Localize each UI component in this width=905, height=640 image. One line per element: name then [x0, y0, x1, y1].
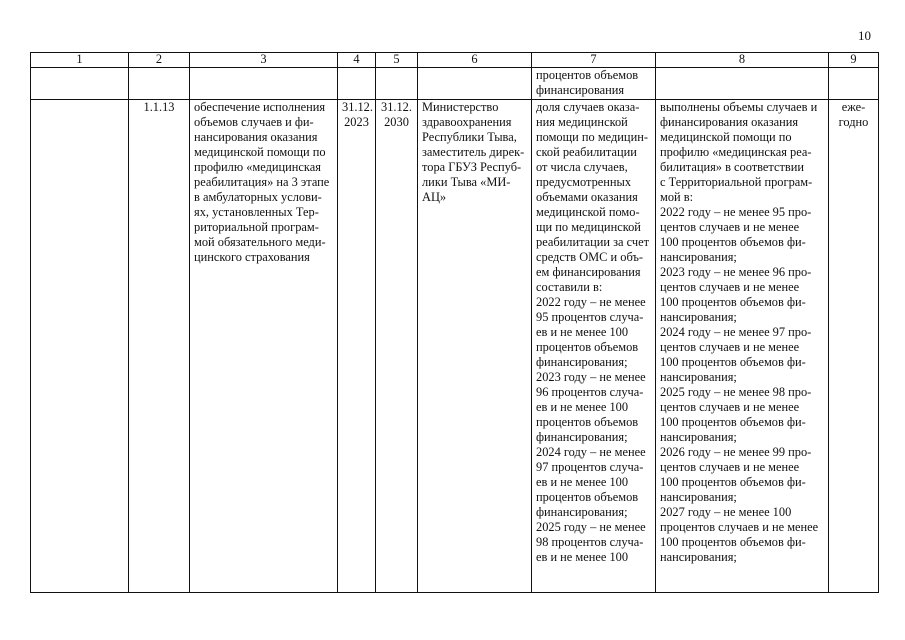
header-cell: 2 — [129, 53, 190, 68]
measure-name-cell: обеспечение исполнения объемов случаев и фи- нансирования оказания медицинской помощи по профилю «медицинская реабилитация» на 3 этапе в амбулаторных услови- ях, установленных Тер- риториальной програм- мой обязательного меди- цинского страхования — [190, 100, 338, 593]
header-cell: 9 — [829, 53, 879, 68]
page-number: 10 — [858, 28, 871, 43]
header-cell: 5 — [376, 53, 418, 68]
item-number-cell: 1.1.13 — [129, 100, 190, 593]
col1-cell — [31, 100, 129, 593]
indicator-cell: доля случаев оказа- ния медицинской помощи по медицин- ской реабилитации от числа случаев, предусмотренных объемами оказания медицинской помо- щи по медицинской реабилитации за счет средств ОМС и объ- ем финансирования составили в: 2022 году – не менее 95 процентов случа- ев и не менее 100 процентов объемов финансирования; 2023 году – не менее 96 процентов случа- ев и не менее 100 процентов объемов финансирования; 2024 году – не менее 97 процентов случа- ев и не менее 100 процентов объемов финансирования; 2025 году – не менее 98 процентов случа- ев и не менее 100 — [532, 100, 656, 593]
table-cell — [829, 68, 879, 100]
start-date-cell: 31.12. 2023 — [338, 100, 376, 593]
table-cell — [31, 68, 129, 100]
table-cell — [656, 68, 829, 100]
indicator-cell-continued: процентов объемов финансирования — [532, 68, 656, 100]
continuation-row — [31, 68, 879, 100]
frequency-cell: еже- годно — [829, 100, 879, 593]
table-cell — [338, 68, 376, 100]
plan-table — [30, 52, 879, 593]
end-date-cell: 31.12. 2030 — [376, 100, 418, 593]
header-cell: 3 — [190, 53, 338, 68]
header-cell: 1 — [31, 53, 129, 68]
table-cell — [129, 68, 190, 100]
table-cell — [418, 68, 532, 100]
header-cell: 4 — [338, 53, 376, 68]
table-cell — [376, 68, 418, 100]
table-cell — [190, 68, 338, 100]
header-cell: 8 — [656, 53, 829, 68]
header-cell: 6 — [418, 53, 532, 68]
result-cell: выполнены объемы случаев и финансирования оказания медицинской помощи по профилю «медицинская реа- билитация» в соответствии с Территориальной програм- мой в: 2022 году – не менее 95 про- центов случаев и не менее 100 процентов объемов фи- нансирования; 2023 году – не менее 96 про- центов случаев и не менее 100 процентов объемов фи- нансирования; 2024 году – не менее 97 про- центов случаев и не менее 100 процентов объемов фи- нансирования; 2025 году – не менее 98 про- центов случаев и не менее 100 процентов объемов фи- нансирования; 2026 году – не менее 99 про- центов случаев и не менее 100 процентов объемов фи- нансирования; 2027 году – не менее 100 процентов случаев и не менее 100 процентов объемов фи- нансирования; — [656, 100, 829, 593]
table-row — [31, 100, 879, 593]
header-row — [31, 53, 879, 68]
responsible-cell: Министерство здравоохранения Республики Тыва, заместитель дирек- тора ГБУЗ Респуб- лики Тыва «МИ- АЦ» — [418, 100, 532, 593]
header-cell: 7 — [532, 53, 656, 68]
